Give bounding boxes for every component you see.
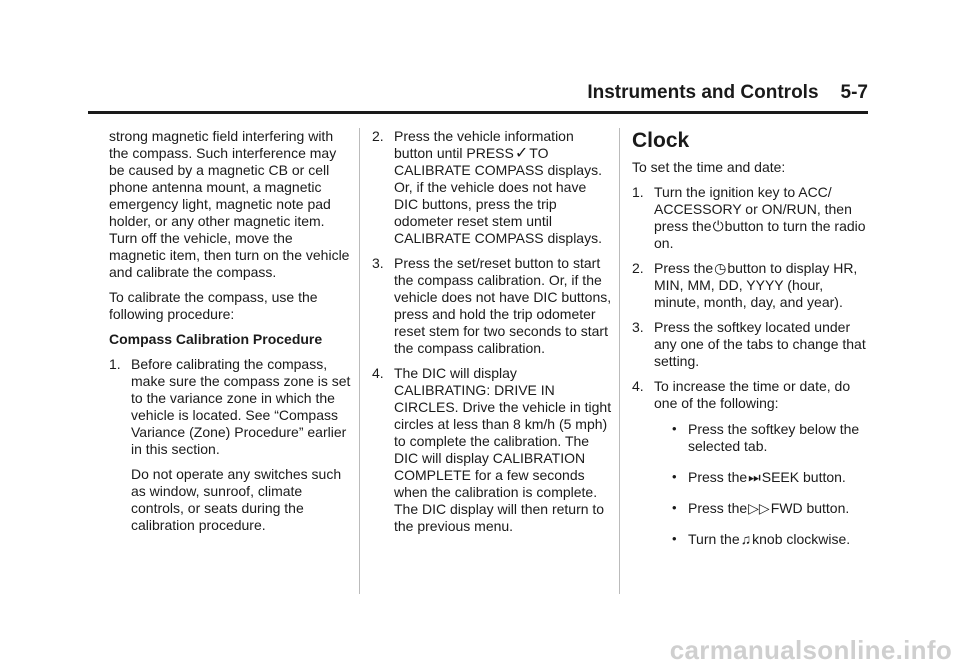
- step-number: 2.: [632, 260, 644, 276]
- list-item: [632, 184, 872, 252]
- clock-intro-text: To set the time and date:: [632, 159, 786, 175]
- step-text: button to display HR, MIN, MM, DD, YYYY (hour, minute, month, day, and year).: [654, 260, 858, 310]
- bullet-text: SEEK button.: [761, 469, 846, 485]
- compass-interference-text: strong magnetic field interfering with the compass. Such interference may be caused by a magnetic CB or cell phone antenna mount, a magnetic emergency light, magnetic note pad holder, or any other magnetic item. Turn off the vehicle, move the magnetic item, then turn on the vehicle and calibrate the compass.: [109, 128, 350, 280]
- list-item: [632, 378, 872, 548]
- step-text: button to turn the radio on.: [654, 218, 866, 251]
- clock-heading: Clock: [632, 129, 690, 152]
- bullet-icon: •: [672, 531, 677, 546]
- step-text: Turn the ignition key to ACC/ ACCESSORY or ON/RUN, then press the: [654, 184, 852, 234]
- column-3: [632, 128, 872, 562]
- step-text: To increase the time or date, do one of the following:: [654, 378, 851, 411]
- bullet-icon: •: [672, 500, 677, 515]
- step-text: TO CALIBRATE COMPASS displays. Or, if the vehicle does not have DIC buttons, press the trip odometer reset stem until CALIBRATE COMPASS displays.: [394, 145, 602, 246]
- step-number: 3.: [632, 319, 644, 335]
- step-number: 4.: [372, 365, 384, 381]
- bullet-text: knob clockwise.: [752, 531, 851, 547]
- bullet-text: Press the softkey below the selected tab.: [688, 421, 860, 454]
- section-title: Instruments and Controls: [587, 82, 819, 103]
- calibration-steps-list: [109, 356, 352, 534]
- step-number: 2.: [372, 128, 384, 144]
- step-text: Press the: [654, 260, 714, 276]
- list-item: [109, 356, 352, 534]
- list-item: [654, 469, 872, 486]
- step-text: Press the softkey located under any one of the tabs to change that setting.: [654, 319, 866, 369]
- calibration-steps-continued: [372, 128, 612, 535]
- bullet-text: Press the: [688, 469, 748, 485]
- bullet-icon: •: [672, 421, 677, 436]
- tune-knob-icon: ♫: [740, 531, 752, 547]
- step-text: The DIC will display CALIBRATING: DRIVE IN CIRCLES. Drive the vehicle in tight circles at less than 8 km/h (5 mph) to complete the calibration. The DIC will display CALIBRATION COMPLETE for a few seconds when the calibration is complete. The DIC display will then return to the previous menu.: [394, 365, 612, 534]
- step-text: Press the vehicle information button until PRESS: [394, 128, 574, 161]
- seek-icon: ⏭: [748, 469, 761, 485]
- bullet-text: FWD button.: [770, 500, 850, 516]
- list-item: [372, 365, 612, 535]
- checkmark-icon: ✓: [514, 145, 529, 162]
- column-2: [372, 128, 612, 543]
- clock-icon: ◷: [714, 260, 727, 276]
- step-number: 1.: [109, 356, 121, 372]
- bullet-text: Press the: [688, 500, 748, 516]
- list-item: [632, 260, 872, 311]
- calibrate-intro-text: To calibrate the compass, use the following procedure:: [109, 289, 318, 322]
- bullet-icon: •: [672, 469, 677, 484]
- step-text: Press the set/reset button to start the compass calibration. Or, if the vehicle does not have DIC buttons, press and hold the trip odometer reset stem for two seconds to start the compass calibration.: [394, 255, 612, 356]
- list-item: [654, 531, 872, 548]
- clock-steps-list: [632, 184, 872, 548]
- power-icon: ⏻: [712, 218, 724, 234]
- step-number: 4.: [632, 378, 644, 394]
- increase-options-list: [654, 421, 872, 548]
- bullet-text: Turn the: [688, 531, 740, 547]
- fast-forward-icon: ▷▷: [748, 500, 770, 516]
- column-divider-1: [359, 128, 360, 594]
- step-number: 3.: [372, 255, 384, 271]
- column-divider-2: [619, 128, 620, 594]
- list-item: [654, 421, 872, 455]
- header-rule: [88, 111, 868, 114]
- list-item: [372, 255, 612, 357]
- page-header: [587, 82, 868, 104]
- step-number: 1.: [632, 184, 644, 200]
- column-1: [109, 128, 352, 542]
- calibration-procedure-heading: Compass Calibration Procedure: [109, 331, 323, 347]
- list-item: [372, 128, 612, 247]
- page-number: 5-7: [840, 82, 868, 103]
- step-note: Do not operate any switches such as window, sunroof, climate controls, or seats during the calibration procedure.: [131, 466, 342, 533]
- watermark: carmanualsonline.info: [669, 635, 952, 665]
- step-text: Before calibrating the compass, make sure the compass zone is set to the variance zone in which the vehicle is located. See “Compass Variance (Zone) Procedure” earlier in this section.: [131, 356, 351, 457]
- list-item: [654, 500, 872, 517]
- list-item: [632, 319, 872, 370]
